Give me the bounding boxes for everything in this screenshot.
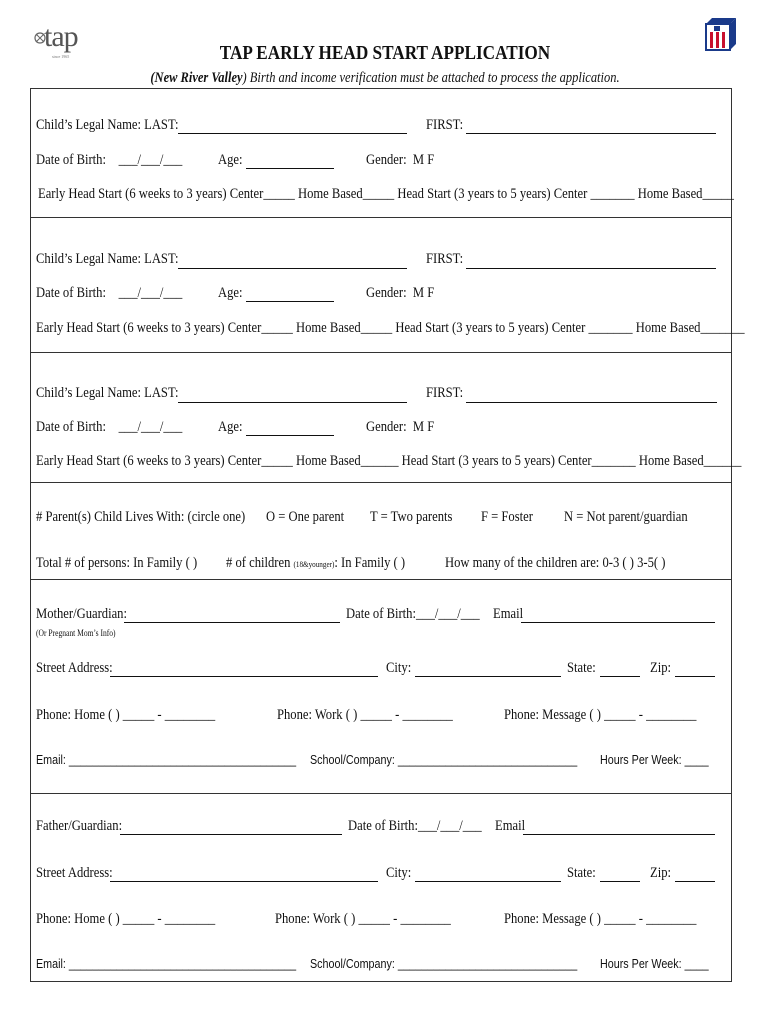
mother-phone-work[interactable]: Phone: Work ( ) _____ - ________ — [277, 707, 453, 723]
section-divider — [30, 482, 732, 483]
child-3-first-name-field[interactable] — [466, 402, 717, 403]
mother-zip-label: Zip: — [650, 660, 671, 676]
mother-phone-home[interactable]: Phone: Home ( ) _____ - ________ — [36, 707, 216, 723]
form-frame — [30, 88, 732, 982]
father-label: Father/Guardian: — [36, 818, 123, 834]
father-street-field[interactable] — [110, 881, 378, 882]
child-2-last-name-field[interactable] — [178, 268, 407, 269]
section-divider — [30, 352, 732, 353]
child-3-name-label: Child’s Legal Name: LAST: — [36, 385, 179, 401]
lives-with-label: # Parent(s) Child Lives With: (circle one) — [36, 509, 246, 525]
mother-state-label: State: — [567, 660, 596, 676]
mother-hours-row[interactable]: Hours Per Week: ____ — [600, 753, 709, 767]
child-3-dob-label: Date of Birth: ___/___/___ — [36, 419, 183, 435]
child-2-age-label: Age: — [218, 285, 243, 301]
mother-street-field[interactable] — [110, 676, 378, 677]
mother-email-label: Email — [493, 606, 524, 622]
page-title: TAP EARLY HEAD START APPLICATION — [219, 42, 551, 64]
mother-phone-message[interactable]: Phone: Message ( ) _____ - ________ — [504, 707, 697, 723]
father-school-row[interactable]: School/Company: ______________________________ — [310, 957, 578, 971]
mother-email-row[interactable]: Email: ______________________________________ — [36, 753, 297, 767]
mother-name-field[interactable] — [124, 622, 340, 623]
children-ages-label[interactable]: How many of the children are: 0-3 ( ) 3-5( ) — [445, 555, 666, 571]
tap-logo-subtext: since 1965 — [52, 54, 70, 59]
option-foster[interactable]: F = Foster — [481, 509, 533, 525]
child-1-age-label: Age: — [218, 152, 243, 168]
child-2-program-row[interactable]: Early Head Start (6 weeks to 3 years) Center_____ Home Based_____ Head Start (3 years to 5 years) Center _______ Home Based_______ — [36, 320, 745, 336]
child-3-gender-label: Gender: M F — [366, 419, 435, 435]
mother-zip-field[interactable] — [675, 676, 715, 677]
father-street-label: Street Address: — [36, 865, 113, 881]
page-subtitle: (New River Valley) Birth and income verification must be attached to process the application. — [150, 70, 620, 86]
child-3-program-row[interactable]: Early Head Start (6 weeks to 3 years) Center_____ Home Based______ Head Start (3 years to 5 years) Center_______ Home Based______ — [36, 453, 742, 469]
mother-label: Mother/Guardian: — [36, 606, 127, 622]
mother-city-field[interactable] — [415, 676, 561, 677]
child-3-last-name-field[interactable] — [178, 402, 407, 403]
option-two-parents[interactable]: T = Two parents — [370, 509, 453, 525]
mother-state-field[interactable] — [600, 676, 640, 677]
mother-email-field[interactable] — [521, 622, 715, 623]
section-divider — [30, 579, 732, 580]
children-count-label[interactable]: # of children (18&younger): In Family ( ) — [226, 555, 406, 571]
option-not-parent[interactable]: N = Not parent/guardian — [564, 509, 688, 525]
child-2-name-label: Child’s Legal Name: LAST: — [36, 251, 179, 267]
father-phone-work[interactable]: Phone: Work ( ) _____ - ________ — [275, 911, 451, 927]
mother-dob-label[interactable]: Date of Birth:___/___/___ — [346, 606, 480, 622]
child-1-dob-label: Date of Birth: ___/___/___ — [36, 152, 183, 168]
total-persons-label[interactable]: Total # of persons: In Family ( ) — [36, 555, 198, 571]
child-2-first-name-field[interactable] — [466, 268, 716, 269]
mother-street-label: Street Address: — [36, 660, 113, 676]
father-hours-row[interactable]: Hours Per Week: ____ — [600, 957, 709, 971]
child-1-last-name-field[interactable] — [178, 133, 407, 134]
child-1-age-field[interactable] — [246, 168, 334, 169]
father-city-label: City: — [386, 865, 412, 881]
mother-school-row[interactable]: School/Company: ______________________________ — [310, 753, 578, 767]
child-2-dob-label: Date of Birth: ___/___/___ — [36, 285, 183, 301]
child-1-first-label: FIRST: — [426, 117, 464, 133]
child-1-gender-label: Gender: M F — [366, 152, 435, 168]
father-state-label: State: — [567, 865, 596, 881]
father-zip-label: Zip: — [650, 865, 671, 881]
child-2-age-field[interactable] — [246, 301, 334, 302]
father-state-field[interactable] — [600, 881, 640, 882]
option-one-parent[interactable]: O = One parent — [266, 509, 345, 525]
father-dob-label[interactable]: Date of Birth:___/___/___ — [348, 818, 482, 834]
mother-city-label: City: — [386, 660, 412, 676]
child-1-program-row[interactable]: Early Head Start (6 weeks to 3 years) Center_____ Home Based_____ Head Start (3 years to 5 years) Center _______ Home Based_____ — [38, 186, 734, 202]
father-phone-message[interactable]: Phone: Message ( ) _____ - ________ — [504, 911, 697, 927]
child-2-first-label: FIRST: — [426, 251, 464, 267]
father-email-label: Email — [495, 818, 526, 834]
child-3-age-field[interactable] — [246, 435, 334, 436]
father-zip-field[interactable] — [675, 881, 715, 882]
child-3-age-label: Age: — [218, 419, 243, 435]
father-email-row[interactable]: Email: ______________________________________ — [36, 957, 297, 971]
father-phone-home[interactable]: Phone: Home ( ) _____ - ________ — [36, 911, 216, 927]
mother-note: (Or Pregnant Mom’s Info) — [36, 628, 116, 638]
section-divider — [30, 793, 732, 794]
section-divider — [30, 217, 732, 218]
father-email-field[interactable] — [523, 834, 715, 835]
father-name-field[interactable] — [120, 834, 342, 835]
child-2-gender-label: Gender: M F — [366, 285, 435, 301]
father-city-field[interactable] — [415, 881, 561, 882]
tap-logo-text: tap — [44, 20, 78, 53]
child-3-first-label: FIRST: — [426, 385, 464, 401]
child-1-first-name-field[interactable] — [466, 133, 716, 134]
child-1-name-label: Child’s Legal Name: LAST: — [36, 117, 179, 133]
